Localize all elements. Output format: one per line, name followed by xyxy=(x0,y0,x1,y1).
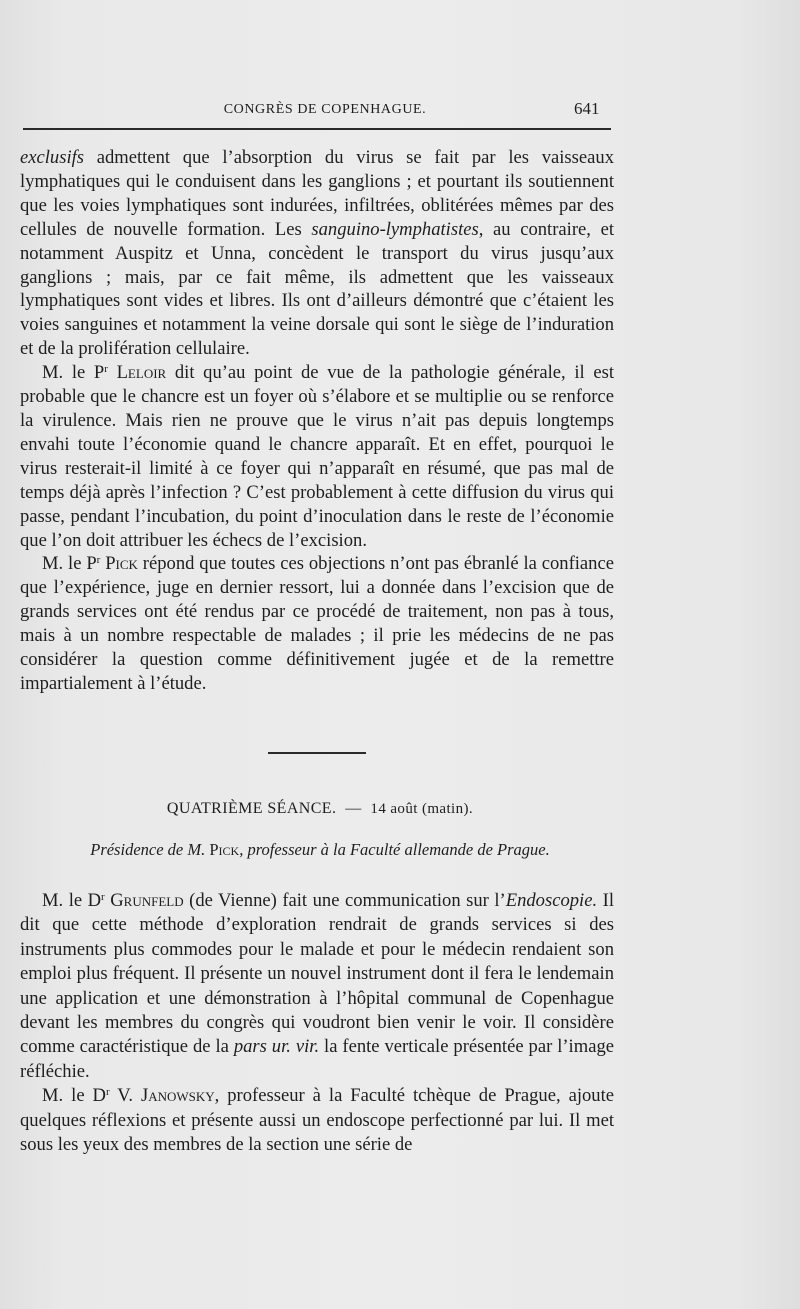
text-run: V. xyxy=(109,1085,141,1107)
paragraph xyxy=(20,552,614,695)
presidence-name: Pick xyxy=(209,840,240,859)
presidence-line xyxy=(0,840,640,860)
text-run: dit qu’au point de vue de la pathologie générale, il est probable que le chancre est un foyer où s’élabore et se multiplie ou se renforce la virulence. Mais rien ne prouve que le virus n’ait pas depuis longtemps envahi toute l’économie quand le chancre apparaît. Et en effet, pourquoi le virus resterait-il limité à ce foyer qui n’apparaît en résumé, que pas mal de temps déjà après l’infection ? C’est probablement à cette diffusion du virus qui passe, pendant l’incubation, du point d’inoculation dans le reste de l’économie que l’on doit attribuer les échecs de l’excision. xyxy=(20,362,614,551)
seance-dash: — xyxy=(345,800,362,817)
seance-title: QUATRIÈME SÉANCE. xyxy=(166,800,337,817)
seance-date: 14 août (matin). xyxy=(370,801,474,817)
text-run: M. le D xyxy=(42,1085,106,1107)
text-run: répond que toutes ces objections n’ont pas ébranlé la confiance que l’expérience, juge en dernier ressort, lui a donnée dans l’excision que de grands services ont été rendus par ce procédé de traitement, non pas à tous, mais à un nombre respectable de malades ; il prie les médecins de ne pas considérer la question comme définitivement jugée et de la remettre impartialement à l’étude. xyxy=(20,553,614,694)
page-number: 641 xyxy=(574,99,600,118)
superscript: r xyxy=(104,363,108,376)
italic-text: pars ur. vir. xyxy=(233,1036,320,1058)
italic-text: Endoscopie. xyxy=(505,890,598,911)
text-run: la fente verticale présentée par l’image réfléchie. xyxy=(20,1036,614,1082)
paragraph xyxy=(20,889,614,1084)
body-text-after-seance xyxy=(20,889,614,1157)
running-head xyxy=(0,98,800,122)
text-run: M. le P xyxy=(42,553,97,575)
text-run: M. le D xyxy=(42,890,102,911)
seance-heading xyxy=(0,800,640,818)
italic-text: exclusifs xyxy=(20,147,85,168)
superscript: r xyxy=(96,554,101,567)
text-run: , au contraire, et notamment Auspitz et Unna, concèdent le transport du virus jusqu’aux ganglions ; mais, par ce fait même, ils admettent que les vaisseaux lymphatiques sont vides et libres. Ils ont d’ailleurs démontré que c’étaient les voies sanguines et notamment la veine dorsale qui sont le siège de l’induration et de la prolifération cellulaire. xyxy=(20,218,614,360)
text-run: M. le P xyxy=(42,362,105,384)
text-run: Il dit que cette méthode d’exploration rendrait de grands services si des instruments plus commodes pour le malade et pour le médecin rendaient son emploi plus fréquent. Il présente un nouvel instrument dont il fera le lendemain une application et une démonstration à l’hôpital communal de Copenhague devant les membres du congrès qui voudront bien venir le voir. Il considère comme caractéristique de la xyxy=(20,890,614,1058)
text-run: (de Vienne) fait une communication sur l’ xyxy=(183,890,506,911)
text-run: admettent que l’absorption du virus se fait par les vaisseaux lymphatiques qui le conduisent dans les ganglions ; et pourtant ils soutiennent que les voies lymphatiques sont indurées, infiltrées, oblitérées mêmes par des cellules de nouvelle formation. Les xyxy=(20,147,614,240)
person-name: Pick xyxy=(105,553,138,575)
person-name: Grunfeld xyxy=(110,890,184,911)
superscript: r xyxy=(101,891,105,903)
text-run: , professeur à la Faculté tchèque de Prague, ajoute quelques réflexions et présente aussi un endoscope perfectionné par lui. Il met sous les yeux des membres de la section une série de xyxy=(20,1085,615,1156)
section-separator-rule xyxy=(268,752,366,754)
italic-text: sanguino-lymphatistes xyxy=(311,218,479,240)
person-name: Leloir xyxy=(116,362,167,384)
header-rule xyxy=(23,128,611,130)
person-name: Janowsky xyxy=(140,1085,215,1107)
paragraph xyxy=(20,361,614,552)
body-text-before-seance xyxy=(20,146,614,696)
presidence-before: Présidence de M. xyxy=(90,840,210,859)
superscript: r xyxy=(105,1086,110,1099)
presidence-after: , professeur à la Faculté allemande de Prague. xyxy=(239,840,550,859)
text-run xyxy=(108,362,117,383)
paragraph xyxy=(20,1084,614,1157)
paragraph xyxy=(20,146,614,361)
running-title: CONGRÈS DE COPENHAGUE. xyxy=(223,102,427,117)
